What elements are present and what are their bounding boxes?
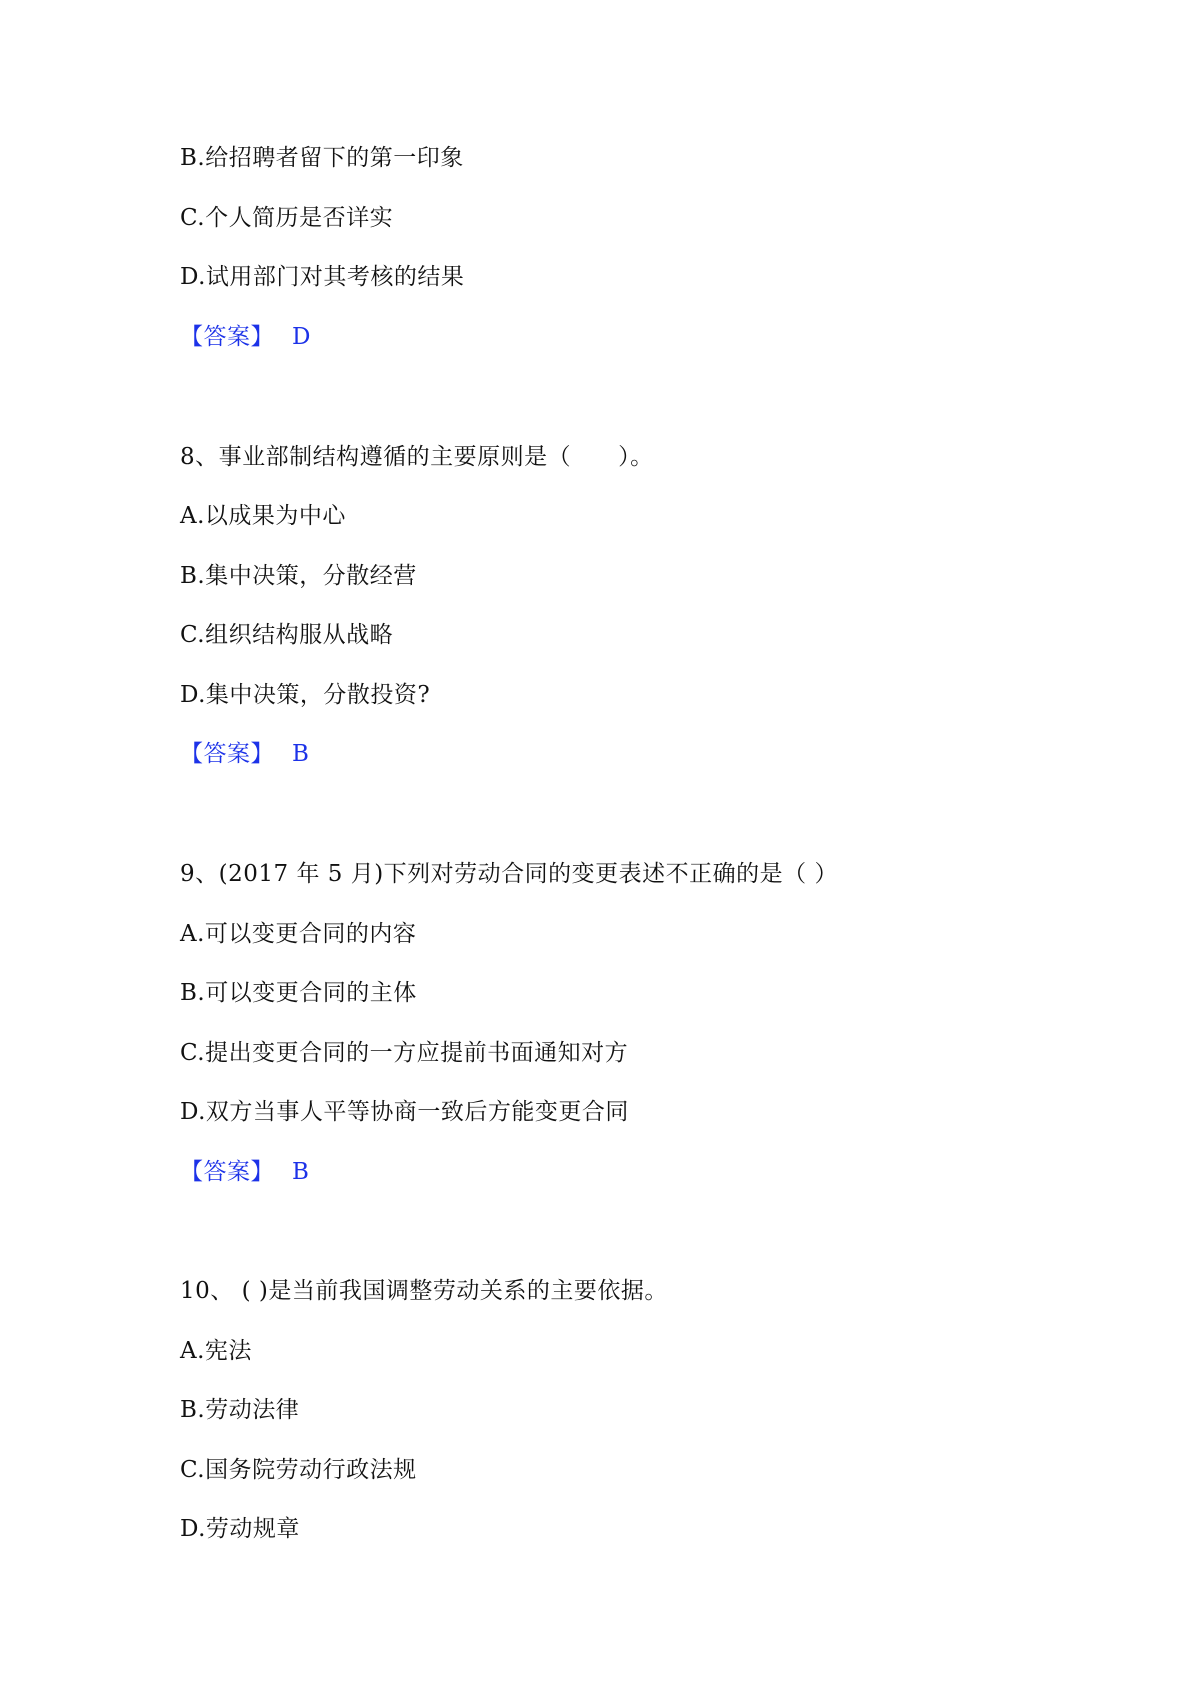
q8-answer-tag: 【答案】	[180, 741, 274, 767]
q8-option-b: B.集中决策，分散经营	[180, 563, 417, 589]
q10-option-d: D.劳动规章	[180, 1516, 300, 1542]
q8-answer	[180, 738, 309, 770]
q8-option-c: C.组织结构服从战略	[180, 622, 394, 648]
q9-option-d: D.双方当事人平等协商一致后方能变更合同	[180, 1099, 629, 1125]
q9-option-a: A.可以变更合同的内容	[180, 921, 417, 947]
q8-option-d: D.集中决策，分散投资?	[180, 682, 431, 708]
q9-answer-tag: 【答案】	[180, 1159, 274, 1185]
q10-option-c: C.国务院劳动行政法规	[180, 1457, 417, 1483]
q9-answer-value: B	[292, 1159, 309, 1185]
q7-option-d: D.试用部门对其考核的结果	[180, 264, 465, 290]
q9-question: 9、(2017 年 5 月)下列对劳动合同的变更表述不正确的是（ ）	[180, 861, 838, 887]
q8-option-a: A.以成果为中心	[180, 503, 346, 529]
q10-option-b: B.劳动法律	[180, 1397, 300, 1423]
q8-question: 8、事业部制结构遵循的主要原则是（ ）。	[180, 444, 654, 470]
q7-answer-tag: 【答案】	[180, 324, 274, 350]
q7-answer	[180, 321, 310, 353]
q7-answer-value: D	[292, 324, 311, 350]
q9-answer	[180, 1156, 309, 1188]
q7-option-c: C.个人简历是否详实	[180, 205, 394, 231]
q10-question: 10、 ( )是当前我国调整劳动关系的主要依据。	[180, 1278, 668, 1304]
q9-option-b: B.可以变更合同的主体	[180, 980, 417, 1006]
q7-option-b: B.给招聘者留下的第一印象	[180, 145, 464, 171]
q9-option-c: C.提出变更合同的一方应提前书面通知对方	[180, 1040, 629, 1066]
q10-option-a: A.宪法	[180, 1338, 252, 1364]
q8-answer-value: B	[292, 741, 309, 767]
